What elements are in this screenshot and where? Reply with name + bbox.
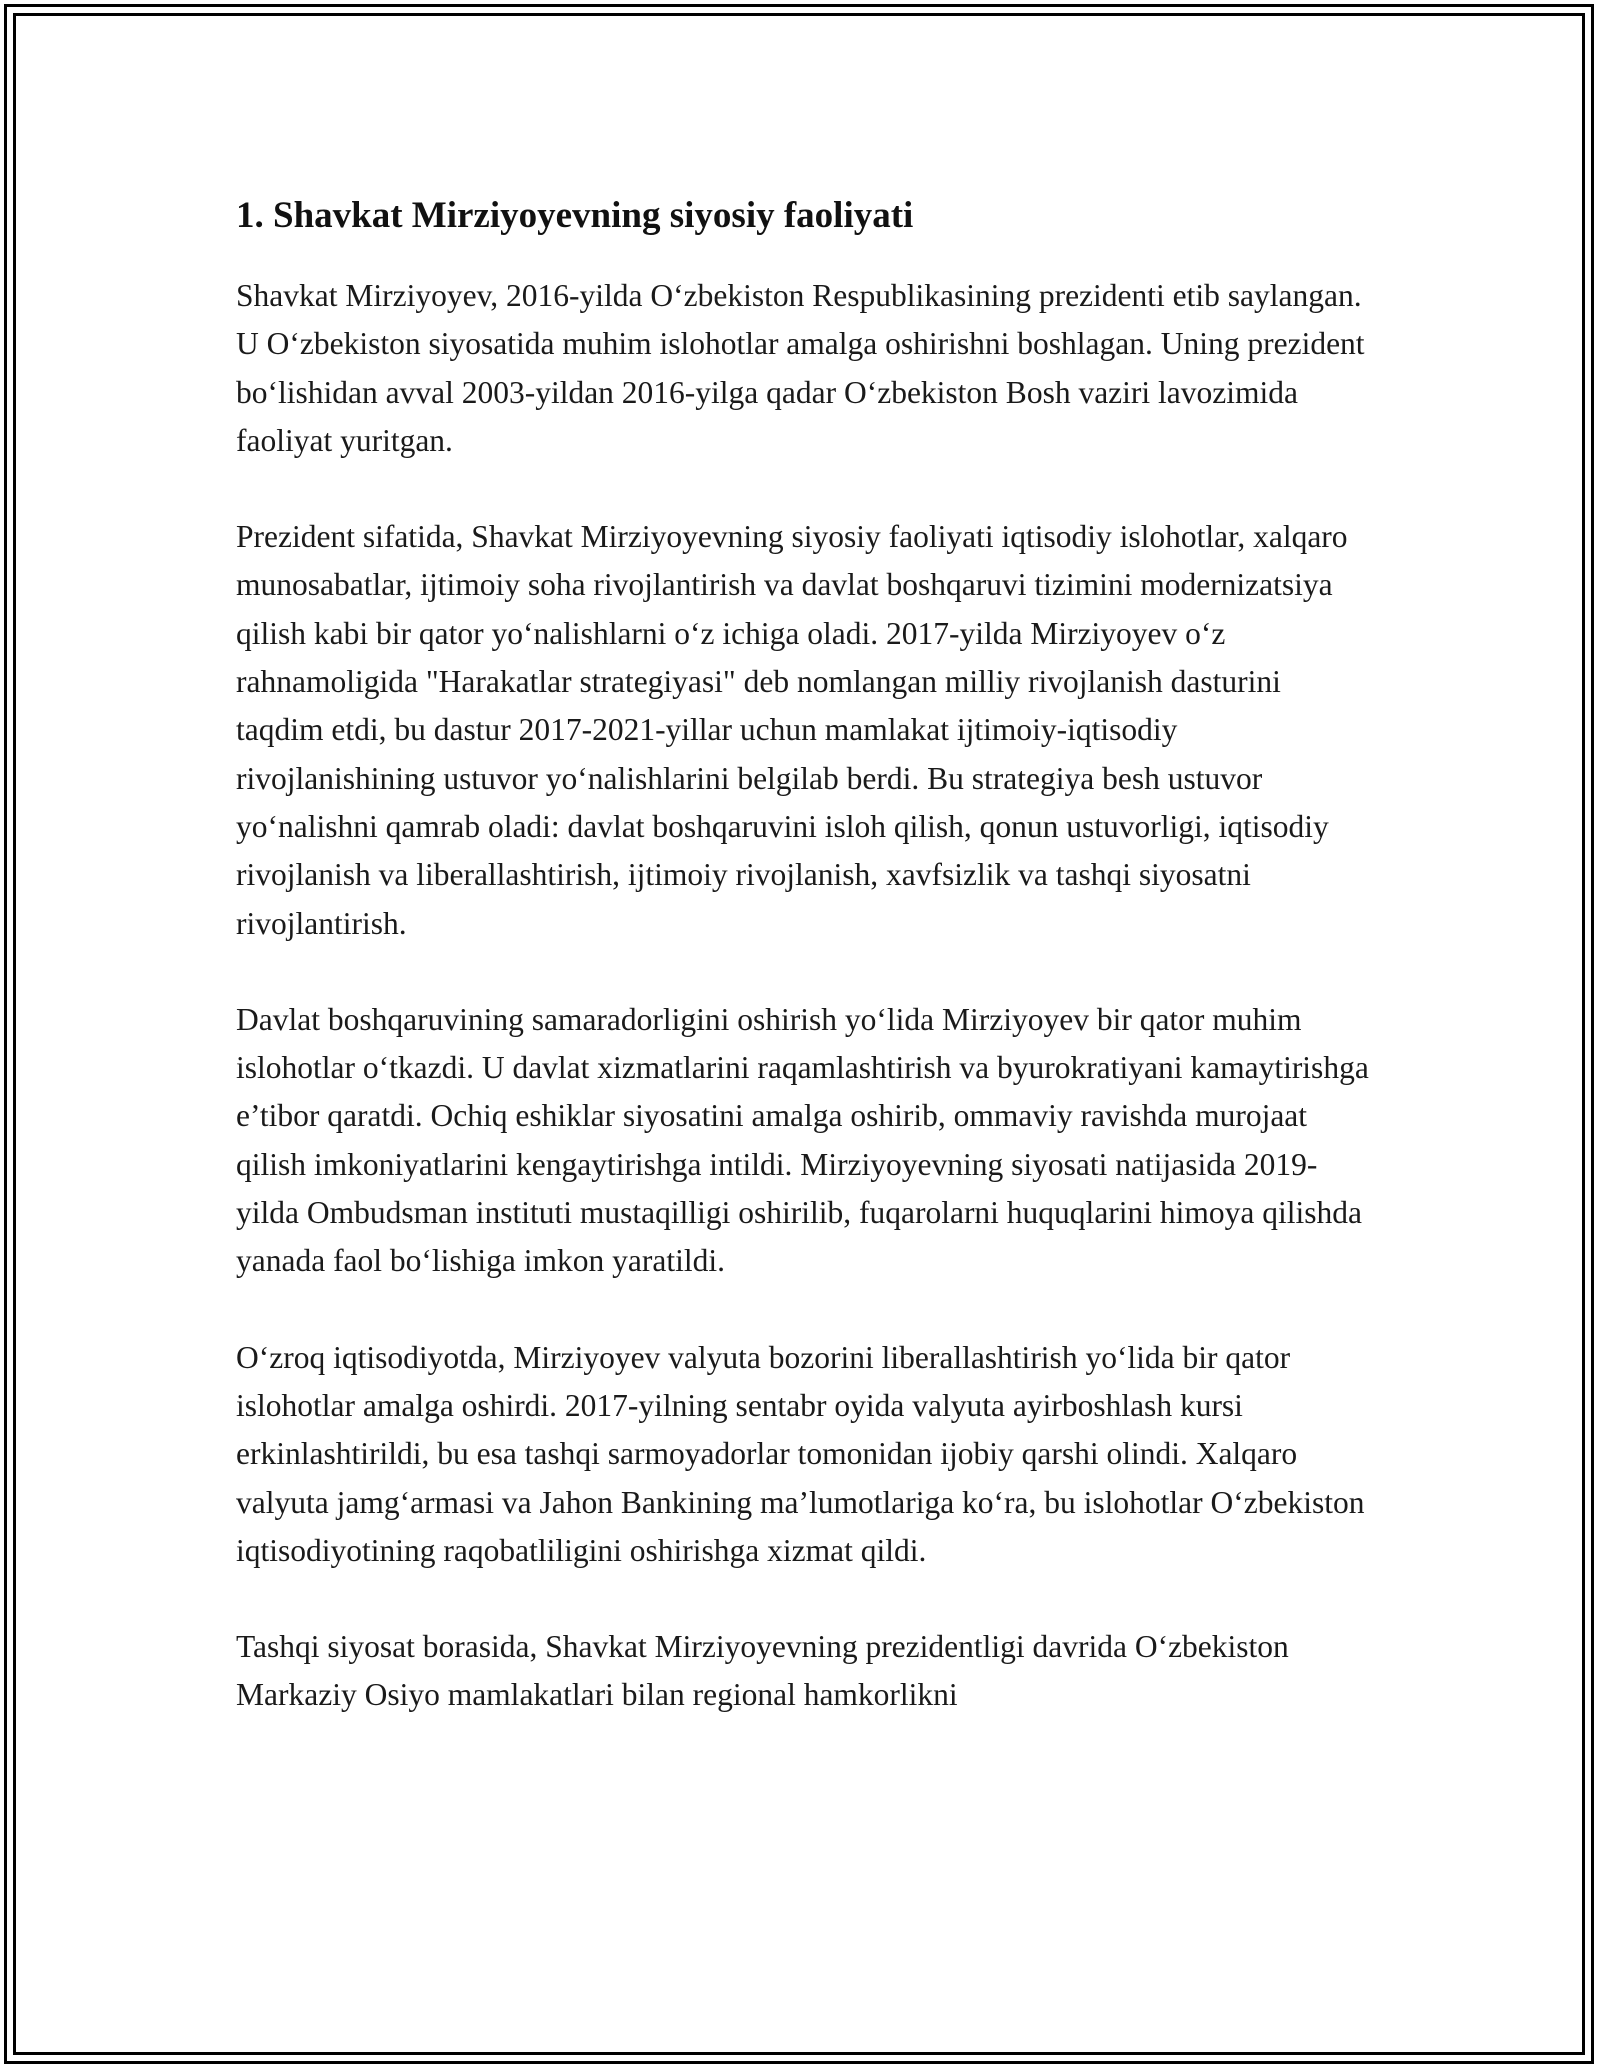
paragraph-1: Shavkat Mirziyoyev, 2016-yilda O‘zbekiston Respublikasining prezidenti etib saylangan. U O‘zbekiston siyosatida muhim islohotlar amalga oshirishni boshlagan. Uning prezident bo‘lishidan avval 2003-yildan 2016-yilga qadar O‘zbekiston Bosh vaziri lavozimida faoliyat yuritgan. [236, 278, 1365, 458]
paragraph-5: Tashqi siyosat borasida, Shavkat Mirziyoyevning prezidentligi davrida O‘zbekiston Markaziy Osiyo mamlakatlari bilan regional hamkorlikni [236, 1629, 1289, 1713]
paragraph-2: Prezident sifatida, Shavkat Mirziyoyevning siyosiy faoliyati iqtisodiy islohotlar, xalqaro munosabatlar, ijtimoiy soha rivojlantirish va davlat boshqaruvi tizimini modernizatsiya qilish kabi bir qator yo‘nalishlarni o‘z ichiga oladi. 2017-yilda Mirziyoyev o‘z rahnamoligida "Harakatlar strategiyasi" deb nomlangan milliy rivojlanish dasturini taqdim etdi, bu dastur 2017-2021-yillar uchun mamlakat ijtimoiy-iqtisodiy rivojlanishining ustuvor yo‘nalishlarini belgilab berdi. Bu strategiya besh ustuvor yo‘nalishni qamrab oladi: davlat boshqaruvini isloh qilish, qonun ustuvorligi, iqtisodiy rivojlanish va liberallashtirish, ijtimoiy rivojlanish, xavfsizlik va tashqi siyosatni rivojlantirish. [236, 519, 1348, 941]
paragraph-3: Davlat boshqaruvining samaradorligini oshirish yo‘lida Mirziyoyev bir qator muhim islohotlar o‘tkazdi. U davlat xizmatlarini raqamlashtirish va byurokratiyani kamaytirishga e’tibor qaratdi. Ochiq eshiklar siyosatini amalga oshirib, ommaviy ravishda murojaat qilish imkoniyatlarini kengaytirishga intildi. Mirziyoyevning siyosati natijasida 2019-yilda Ombudsman instituti mustaqilligi oshirilib, fuqarolarni huquqlarini himoya qilishda yanada faol bo‘lishiga imkon yaratildi. [236, 1001, 1369, 1279]
paragraph-4: O‘zroq iqtisodiyotda, Mirziyoyev valyuta bozorini liberallashtirish yo‘lida bir qator islohotlar amalga oshirdi. 2017-yilning sentabr oyida valyuta ayirboshlash kursi erkinlashtirildi, bu esa tashqi sarmoyadorlar tomonidan ijobiy qarshi olindi. Xalqaro valyuta jamg‘armasi va Jahon Bankining ma’lumotlariga ko‘ra, bu islohotlar O‘zbekiston iqtisodiyotining raqobatliligini oshirishga xizmat qildi. [236, 1339, 1365, 1568]
document-body [236, 190, 1376, 1720]
section-heading: 1. Shavkat Mirziyoyevning siyosiy faoliyati [236, 195, 914, 236]
